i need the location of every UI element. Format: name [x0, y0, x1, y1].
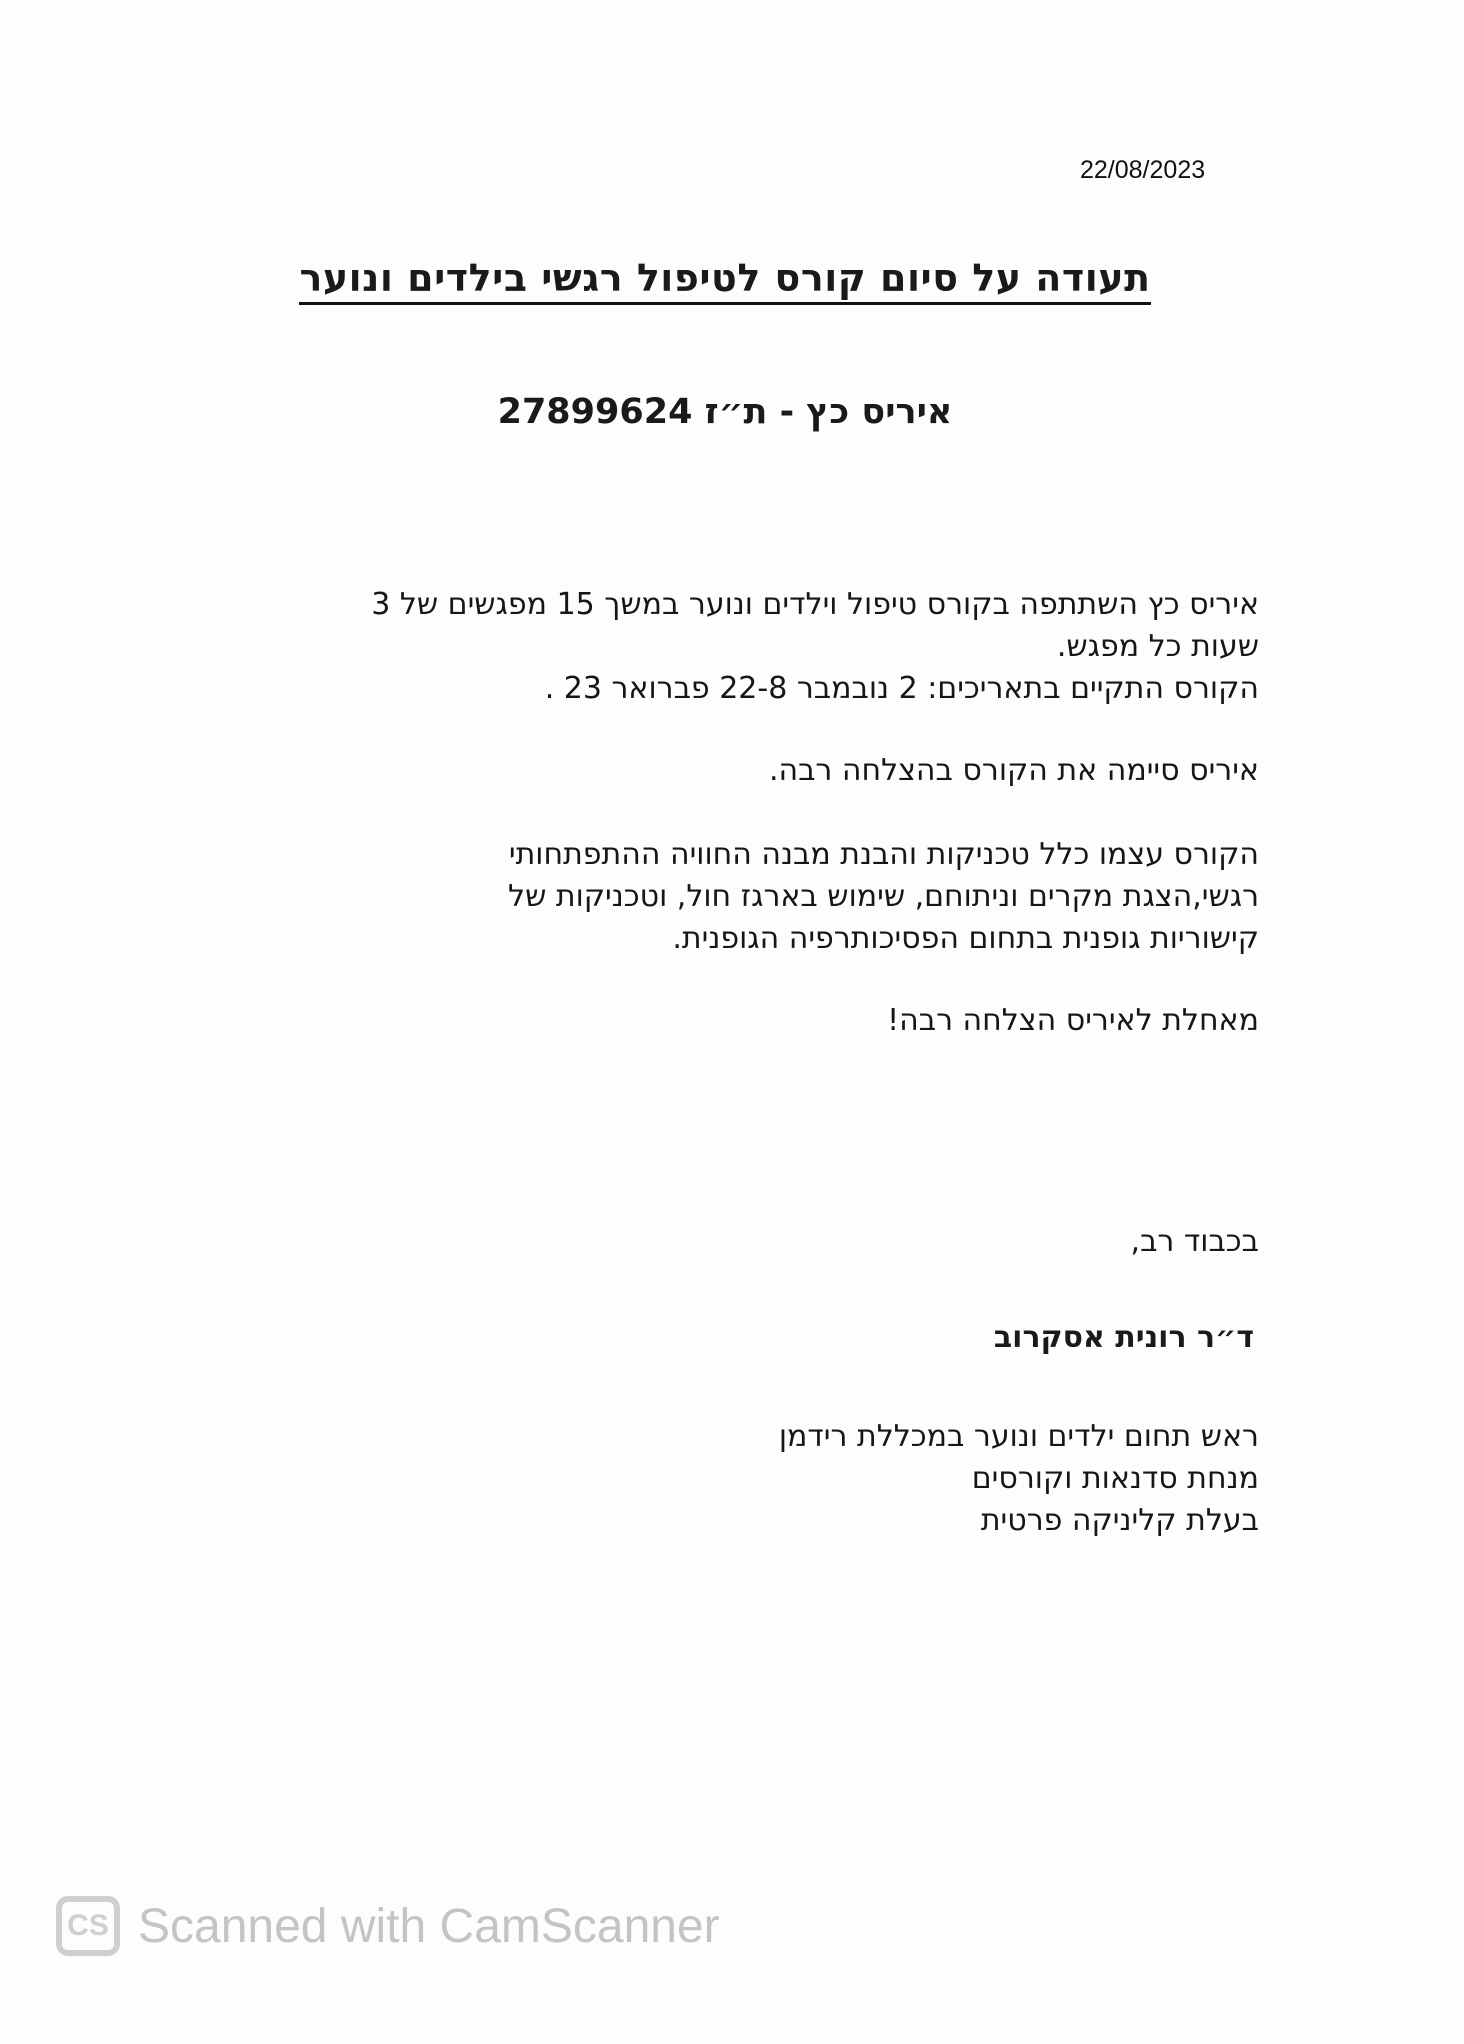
signer-name: ד״ר רונית אסקרוב [993, 1320, 1254, 1355]
watermark-text: Scanned with CamScanner [138, 1899, 720, 1953]
signer-role: ראש תחום ילדים ונוער במכללת רידמן [778, 1419, 1259, 1454]
recipient-line: איריס כץ - ת״ז 27899624 [497, 392, 953, 432]
signer-role: בעלת קליניקה פרטית [980, 1503, 1259, 1538]
body-paragraph-4: מאחלת לאיריס הצלחה רבה! [887, 1003, 1259, 1038]
signer-role: מנחת סדנאות וקורסים [971, 1461, 1259, 1496]
certificate-body [149, 584, 1259, 1042]
body-paragraph-1-line-2: שעות כל מפגש. [1056, 629, 1259, 664]
body-paragraph-3-line-2: רגשי,הצגת מקרים וניתוחם, שימוש בארגז חול, וטכניקות של [508, 879, 1259, 914]
certificate-title-text: תעודה על סיום קורס לטיפול רגשי בילדים ונוער [299, 256, 1150, 305]
document-date: 22/08/2023 [1080, 156, 1206, 184]
camscanner-watermark [56, 1896, 720, 1956]
body-paragraph-3-line-3: קישוריות גופנית בתחום הפסיכותרפיה הגופנית. [672, 921, 1259, 956]
camscanner-logo-icon: CS [56, 1896, 120, 1956]
signer-roles [779, 1416, 1259, 1542]
body-paragraph-2: איריס סיימה את הקורס בהצלחה רבה. [768, 753, 1259, 788]
body-paragraph-1-line-3: הקורס התקיים בתאריכים: 2 נובמבר 22-8 פברואר 23 . [544, 671, 1259, 706]
closing-salutation: בכבוד רב, [1130, 1224, 1259, 1259]
certificate-title [200, 256, 1250, 305]
body-paragraph-1-line-1: איריס כץ השתתפה בקורס טיפול וילדים ונוער במשך 15 מפגשים של 3 [371, 587, 1259, 622]
body-paragraph-3-line-1: הקורס עצמו כלל טכניקות והבנת מבנה החוויה ההתפתחותי [508, 837, 1259, 872]
